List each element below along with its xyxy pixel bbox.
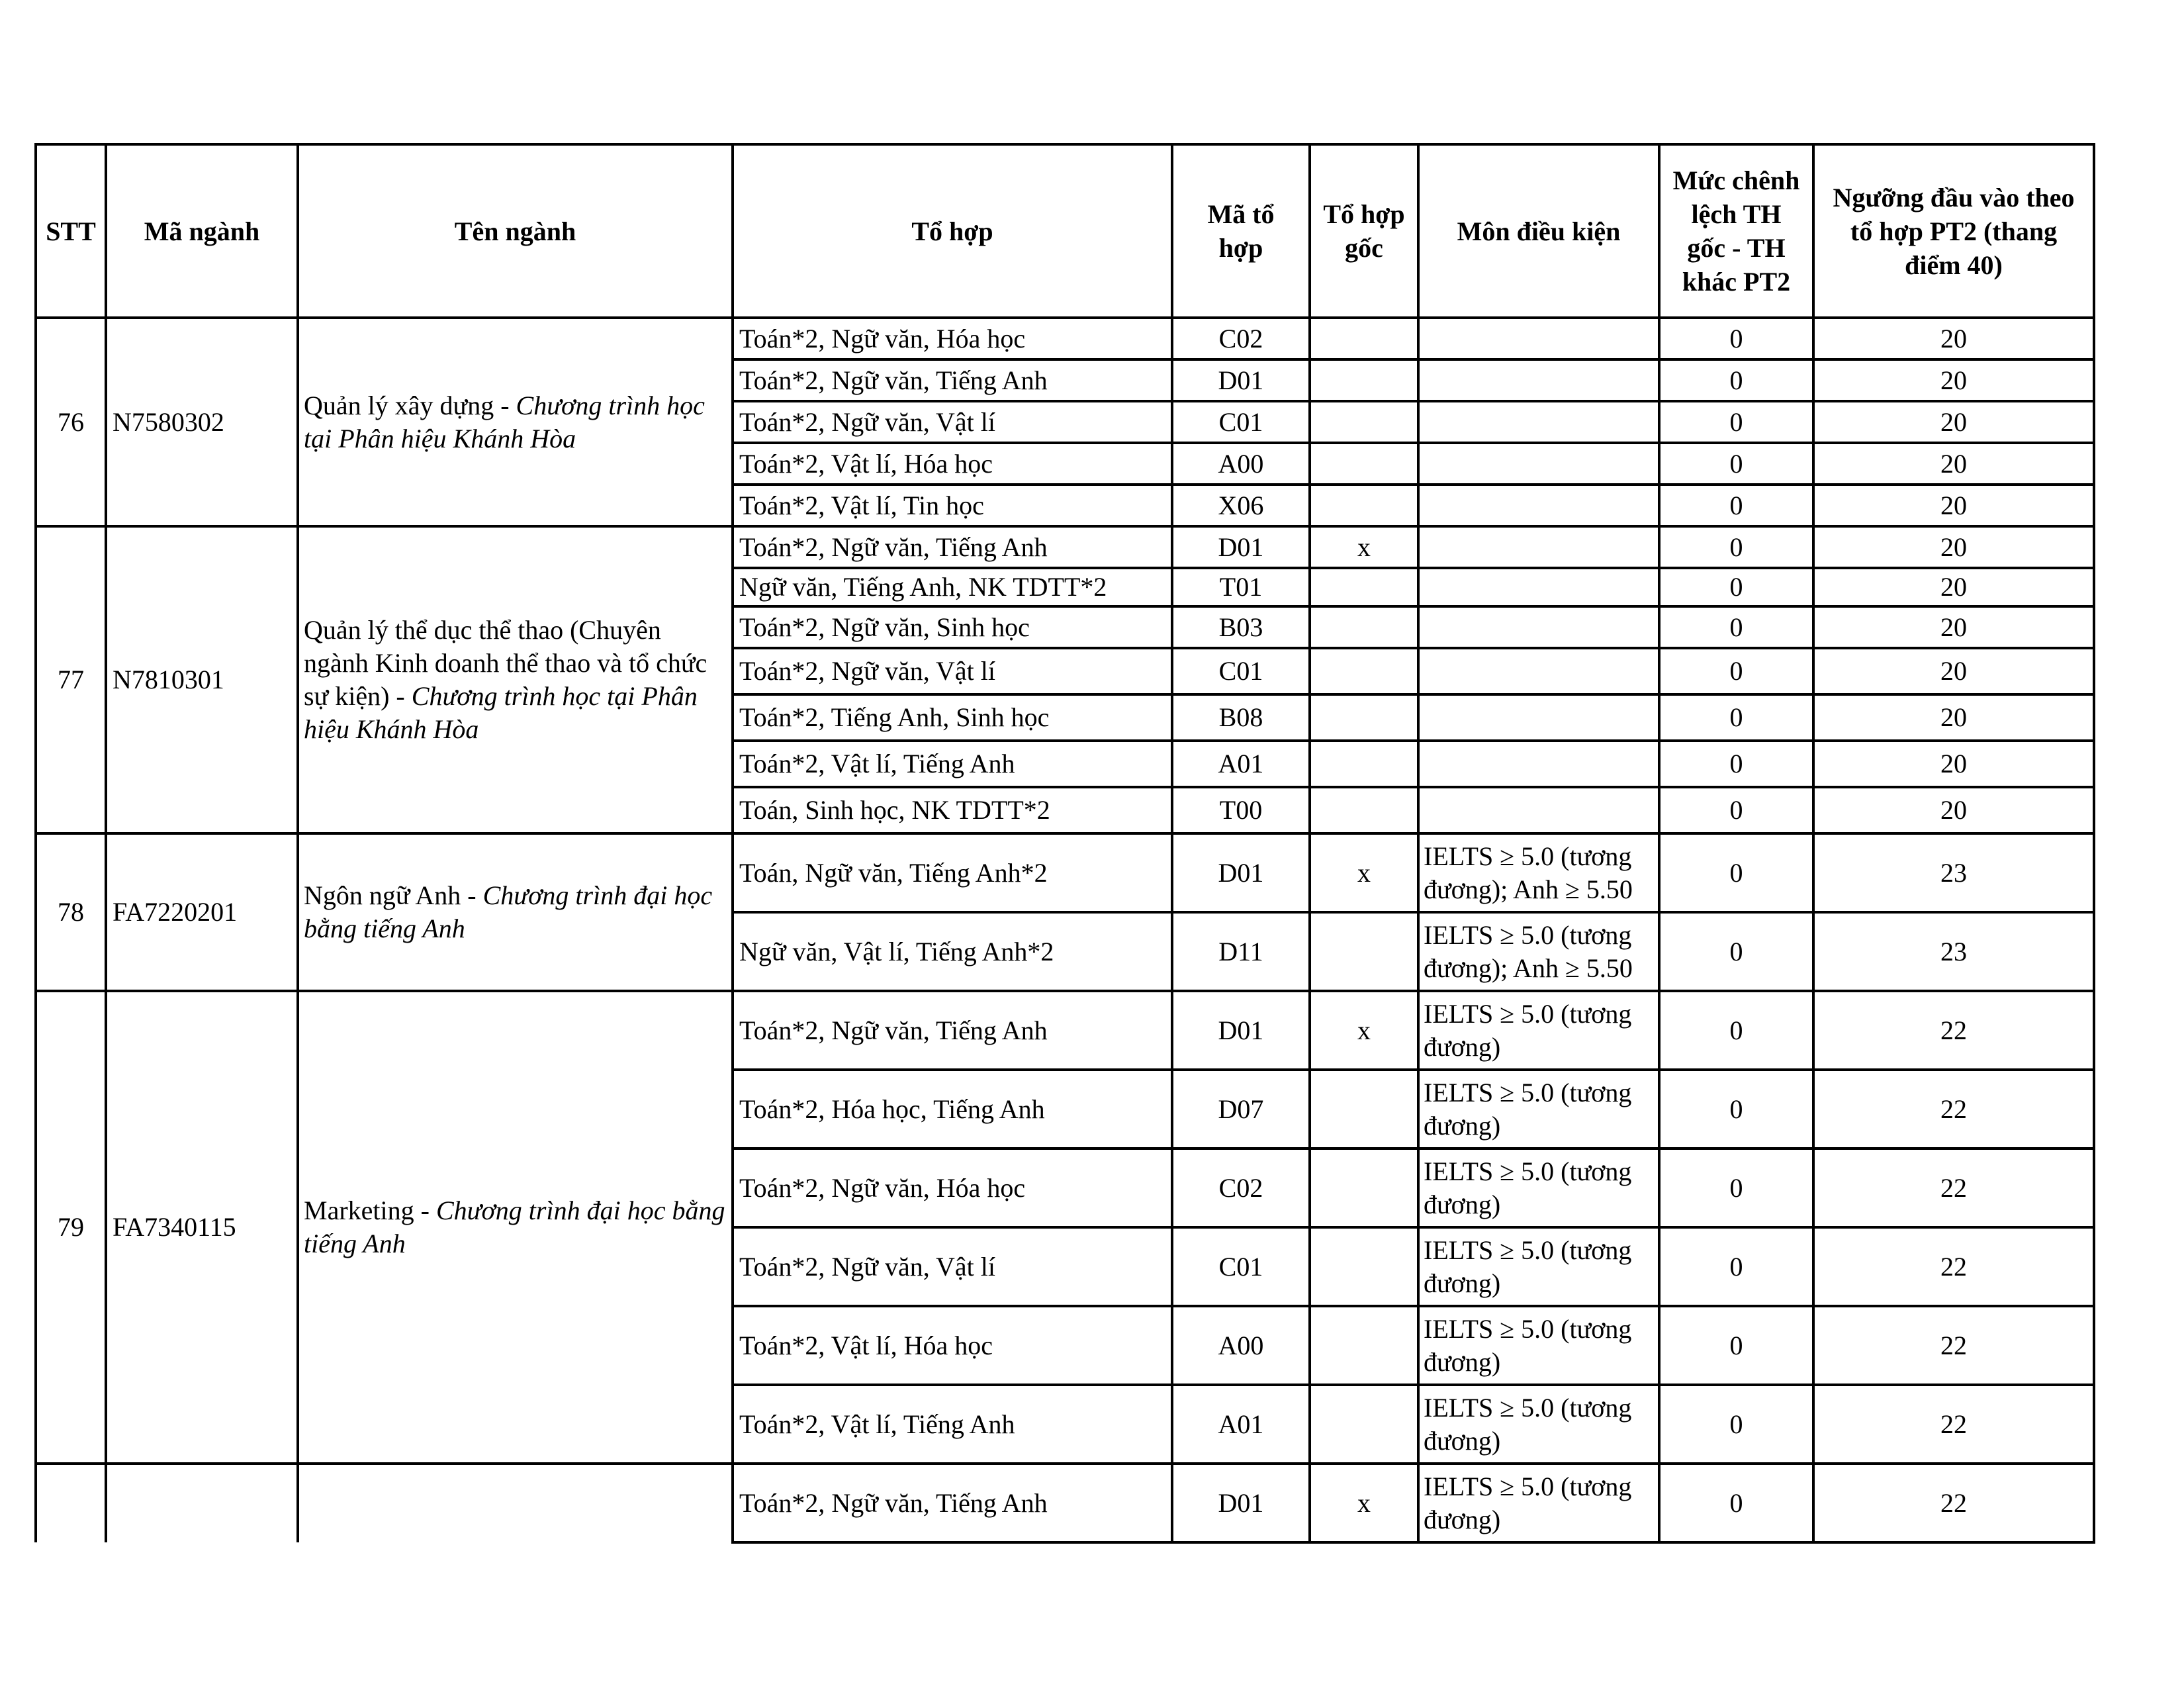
combo-cell: Ngữ văn, Tiếng Anh, NK TDTT*2 [733,568,1172,606]
threshold-cell: 22 [1813,1070,2094,1149]
difference-cell: 0 [1659,694,1813,741]
combo-cell: Ngữ văn, Vật lí, Tiếng Anh*2 [733,912,1172,991]
major-name-program: Chương trình đại học bằng tiếng Anh [304,1196,725,1258]
condition-cell [1418,401,1659,443]
difference-cell: 0 [1659,606,1813,648]
difference-cell: 0 [1659,1070,1813,1149]
condition-cell: IELTS ≥ 5.0 (tương đương) [1418,1306,1659,1385]
combo-cell: Toán*2, Vật lí, Hóa học [733,443,1172,485]
major-name-text: Quản lý xây dựng - [304,390,516,420]
header-ten-nganh: Tên ngành [298,144,733,318]
condition-cell [1418,606,1659,648]
combo-code-cell: D11 [1172,912,1310,991]
combo-code-cell: C01 [1172,401,1310,443]
threshold-cell: 20 [1813,526,2094,568]
condition-cell: IELTS ≥ 5.0 (tương đương) [1418,991,1659,1070]
original-combo-cell: x [1310,833,1418,912]
combo-code-cell: A00 [1172,443,1310,485]
major-code-cell: FA7220201 [106,833,298,991]
difference-cell: 0 [1659,787,1813,833]
combo-cell: Toán*2, Vật lí, Tin học [733,485,1172,526]
major-name-program: Chương trình đại học bằng tiếng Anh [304,880,713,943]
major-name-cell [298,526,733,833]
combo-code-cell: D01 [1172,991,1310,1070]
original-combo-cell: x [1310,1464,1418,1542]
condition-cell [1418,485,1659,526]
combo-cell: Toán*2, Ngữ văn, Tiếng Anh [733,1464,1172,1542]
combo-cell: Toán*2, Vật lí, Tiếng Anh [733,741,1172,787]
condition-cell: IELTS ≥ 5.0 (tương đương) [1418,1149,1659,1227]
combo-cell: Toán*2, Tiếng Anh, Sinh học [733,694,1172,741]
difference-cell: 0 [1659,443,1813,485]
header-ma-nganh: Mã ngành [106,144,298,318]
original-combo-cell [1310,401,1418,443]
difference-cell: 0 [1659,526,1813,568]
original-combo-cell [1310,1227,1418,1306]
difference-cell: 0 [1659,568,1813,606]
header-stt: STT [36,144,106,318]
threshold-cell: 20 [1813,787,2094,833]
original-combo-cell [1310,1385,1418,1464]
combo-cell: Toán*2, Ngữ văn, Tiếng Anh [733,991,1172,1070]
condition-cell [1418,741,1659,787]
threshold-cell: 20 [1813,485,2094,526]
original-combo-cell [1310,443,1418,485]
threshold-cell: 22 [1813,1306,2094,1385]
stt-cell: 76 [36,318,106,526]
table-body [36,318,2094,1542]
difference-cell: 0 [1659,741,1813,787]
combo-cell: Toán*2, Ngữ văn, Vật lí [733,648,1172,694]
combo-code-cell: C02 [1172,318,1310,359]
combo-code-cell: X06 [1172,485,1310,526]
combo-cell: Toán*2, Ngữ văn, Sinh học [733,606,1172,648]
major-name-cell [298,991,733,1464]
threshold-cell: 20 [1813,359,2094,401]
combo-cell: Toán*2, Ngữ văn, Tiếng Anh [733,526,1172,568]
original-combo-cell [1310,648,1418,694]
combo-code-cell: C01 [1172,648,1310,694]
condition-cell [1418,526,1659,568]
condition-cell [1418,568,1659,606]
original-combo-cell [1310,485,1418,526]
original-combo-cell [1310,741,1418,787]
stt-cell: 78 [36,833,106,991]
condition-cell: IELTS ≥ 5.0 (tương đương) [1418,1227,1659,1306]
condition-cell [1418,787,1659,833]
condition-cell [1418,443,1659,485]
threshold-cell: 20 [1813,568,2094,606]
admission-table [34,143,2095,1544]
combo-cell: Toán*2, Ngữ văn, Vật lí [733,1227,1172,1306]
combo-cell: Toán*2, Ngữ văn, Tiếng Anh [733,359,1172,401]
combo-cell: Toán*2, Ngữ văn, Vật lí [733,401,1172,443]
stt-cell [36,1464,106,1542]
condition-cell: IELTS ≥ 5.0 (tương đương) [1418,1070,1659,1149]
difference-cell: 0 [1659,912,1813,991]
original-combo-cell [1310,912,1418,991]
original-combo-cell [1310,694,1418,741]
combo-cell: Toán, Sinh học, NK TDTT*2 [733,787,1172,833]
condition-cell: IELTS ≥ 5.0 (tương đương) [1418,1385,1659,1464]
header-nguong: Ngưỡng đầu vào theo tổ hợp PT2 (thang điểm 40) [1813,144,2094,318]
difference-cell: 0 [1659,485,1813,526]
header-muc-chenh-lech: Mức chênh lệch TH gốc - TH khác PT2 [1659,144,1813,318]
threshold-cell: 22 [1813,1227,2094,1306]
difference-cell: 0 [1659,1464,1813,1542]
major-code-cell: FA7340115 [106,991,298,1464]
condition-cell [1418,359,1659,401]
combo-cell: Toán*2, Ngữ văn, Hóa học [733,1149,1172,1227]
major-code-cell: N7580302 [106,318,298,526]
major-name-program: Chương trình học tại Phân hiệu Khánh Hòa [304,390,705,453]
combo-code-cell: A01 [1172,741,1310,787]
threshold-cell: 20 [1813,318,2094,359]
header-to-hop: Tổ hợp [733,144,1172,318]
major-name-program: Chương trình học tại Phân hiệu Khánh Hòa [304,681,698,744]
original-combo-cell [1310,787,1418,833]
threshold-cell: 20 [1813,443,2094,485]
major-code-cell [106,1464,298,1542]
difference-cell: 0 [1659,1306,1813,1385]
combo-cell: Toán*2, Vật lí, Hóa học [733,1306,1172,1385]
original-combo-cell: x [1310,526,1418,568]
table-row [36,1464,2094,1542]
threshold-cell: 22 [1813,991,2094,1070]
combo-code-cell: C02 [1172,1149,1310,1227]
combo-code-cell: B08 [1172,694,1310,741]
condition-cell: IELTS ≥ 5.0 (tương đương) [1418,1464,1659,1542]
condition-cell: IELTS ≥ 5.0 (tương đương); Anh ≥ 5.50 [1418,833,1659,912]
condition-cell: IELTS ≥ 5.0 (tương đương); Anh ≥ 5.50 [1418,912,1659,991]
difference-cell: 0 [1659,401,1813,443]
major-name-cell [298,1464,733,1542]
combo-code-cell: A00 [1172,1306,1310,1385]
original-combo-cell [1310,568,1418,606]
threshold-cell: 20 [1813,694,2094,741]
table-row [36,991,2094,1070]
combo-code-cell: C01 [1172,1227,1310,1306]
major-name-text: Ngôn ngữ Anh - [304,880,483,910]
combo-cell: Toán*2, Vật lí, Tiếng Anh [733,1385,1172,1464]
threshold-cell: 20 [1813,741,2094,787]
difference-cell: 0 [1659,318,1813,359]
original-combo-cell [1310,359,1418,401]
table-row [36,526,2094,568]
table-row [36,318,2094,359]
stt-cell: 79 [36,991,106,1464]
original-combo-cell [1310,1070,1418,1149]
table-row [36,833,2094,912]
combo-code-cell: T00 [1172,787,1310,833]
major-name-text: Quản lý thể dục thể thao (Chuyên ngành Kinh doanh thể thao và tổ chức sự kiện) - [304,615,707,711]
header-row [36,144,2094,318]
condition-cell [1418,648,1659,694]
threshold-cell: 20 [1813,606,2094,648]
difference-cell: 0 [1659,991,1813,1070]
major-name-cell [298,833,733,991]
combo-code-cell: D01 [1172,833,1310,912]
original-combo-cell [1310,1149,1418,1227]
difference-cell: 0 [1659,1149,1813,1227]
condition-cell [1418,694,1659,741]
difference-cell: 0 [1659,1227,1813,1306]
original-combo-cell [1310,1306,1418,1385]
combo-code-cell: D01 [1172,1464,1310,1542]
combo-code-cell: A01 [1172,1385,1310,1464]
original-combo-cell [1310,606,1418,648]
threshold-cell: 20 [1813,648,2094,694]
combo-cell: Toán*2, Hóa học, Tiếng Anh [733,1070,1172,1149]
threshold-cell: 20 [1813,401,2094,443]
combo-cell: Toán, Ngữ văn, Tiếng Anh*2 [733,833,1172,912]
threshold-cell: 22 [1813,1464,2094,1542]
combo-code-cell: D07 [1172,1070,1310,1149]
major-code-cell: N7810301 [106,526,298,833]
difference-cell: 0 [1659,648,1813,694]
combo-code-cell: T01 [1172,568,1310,606]
difference-cell: 0 [1659,1385,1813,1464]
threshold-cell: 23 [1813,833,2094,912]
major-name-text: Marketing - [304,1196,436,1225]
original-combo-cell [1310,318,1418,359]
original-combo-cell: x [1310,991,1418,1070]
combo-cell: Toán*2, Ngữ văn, Hóa học [733,318,1172,359]
header-to-hop-goc: Tổ hợp gốc [1310,144,1418,318]
major-name-cell [298,318,733,526]
header-mon-dieu-kien: Môn điều kiện [1418,144,1659,318]
header-ma-to-hop: Mã tổ hợp [1172,144,1310,318]
threshold-cell: 22 [1813,1149,2094,1227]
stt-cell: 77 [36,526,106,833]
combo-code-cell: D01 [1172,526,1310,568]
threshold-cell: 22 [1813,1385,2094,1464]
condition-cell [1418,318,1659,359]
combo-code-cell: B03 [1172,606,1310,648]
difference-cell: 0 [1659,359,1813,401]
combo-code-cell: D01 [1172,359,1310,401]
threshold-cell: 23 [1813,912,2094,991]
difference-cell: 0 [1659,833,1813,912]
